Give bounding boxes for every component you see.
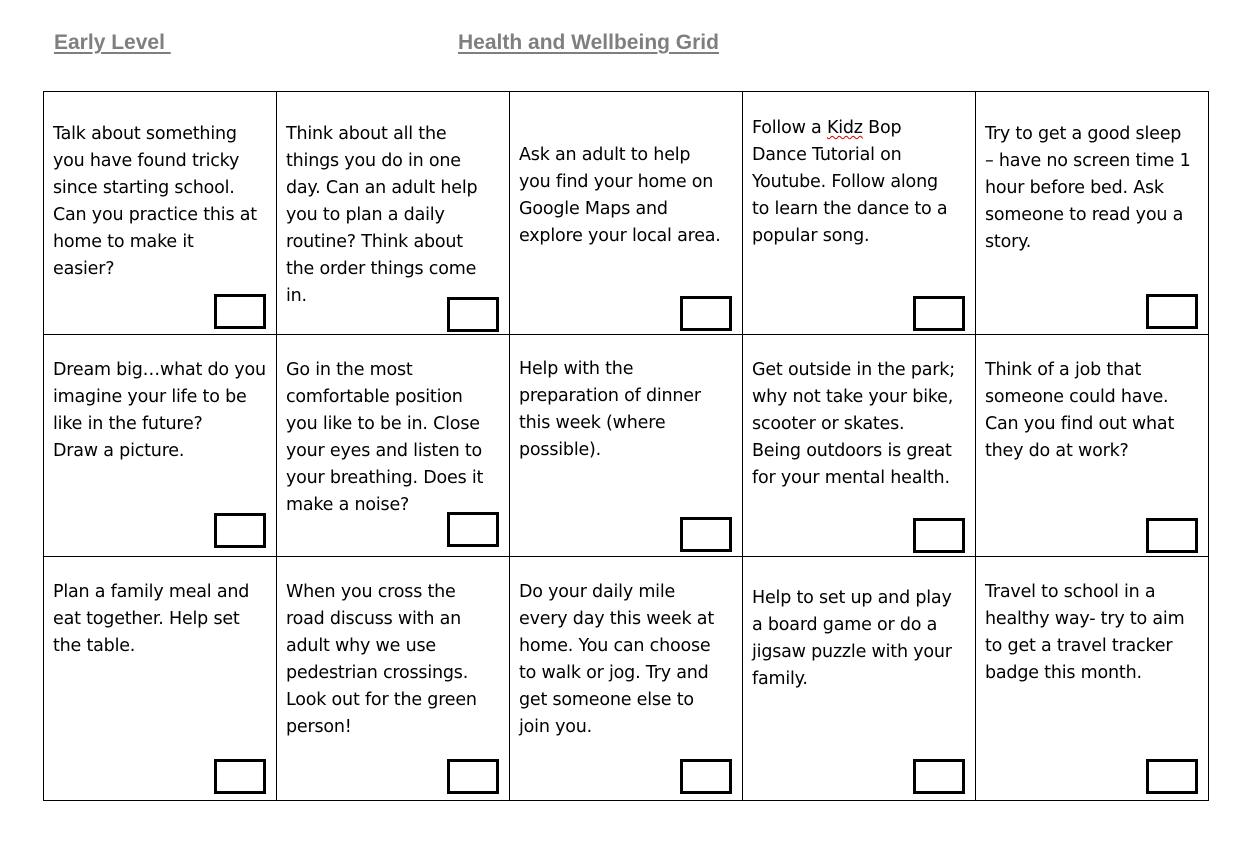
activity-text: Help with the preparation of dinner this week (where possible). [519, 359, 701, 460]
activity-text: Think about all the things you do in one day. Can an adult help you to plan a daily routine? Think about the order things come in. [286, 124, 478, 306]
tick-box[interactable] [913, 759, 965, 794]
tick-box[interactable] [680, 759, 732, 794]
activity-text: Help to set up and play a board game or do a jigsaw puzzle with your family. [752, 588, 952, 689]
grid-cell [743, 92, 976, 335]
activity-text: Go in the most comfortable position you like to be in. Close your eyes and listen to your breathing. Does it make a noise? [286, 360, 484, 515]
activity-text: Think of a job that someone could have. Can you find out what they do at work? [985, 360, 1175, 461]
tick-box[interactable] [447, 297, 499, 332]
activity-text: Plan a family meal and eat together. Help set the table. [53, 582, 250, 656]
grid-cell [510, 335, 743, 557]
tick-box[interactable] [214, 513, 266, 548]
spellcheck-marked-word: Kidz [826, 118, 863, 138]
activity-text: Do your daily mile every day this week at home. You can choose to walk or jog. Try and get someone else to join you. [519, 582, 714, 737]
grid-cell [743, 335, 976, 557]
activity-text: Follow a Kidz Bop Dance Tutorial on Youtube. Follow along to learn the dance to a popular song. [752, 118, 948, 246]
activity-text: Dream big…what do you imagine your life to be like in the future? Draw a picture. [53, 360, 266, 461]
grid-cell [510, 92, 743, 335]
activity-text: Get outside in the park; why not take your bike, scooter or skates. Being outdoors is great for your mental health. [752, 360, 955, 488]
grid-cell [277, 557, 510, 801]
tick-box[interactable] [447, 759, 499, 794]
tick-box[interactable] [913, 518, 965, 553]
tick-box[interactable] [1146, 294, 1198, 329]
grid-cell [976, 92, 1209, 335]
tick-box[interactable] [214, 759, 266, 794]
tick-box[interactable] [913, 296, 965, 331]
activity-text: Ask an adult to help you find your home on Google Maps and explore your local area. [519, 145, 721, 246]
activity-text: Talk about something you have found tricky since starting school. Can you practice this at home to make it easier? [53, 124, 257, 279]
tick-box[interactable] [214, 294, 266, 329]
grid-cell [976, 557, 1209, 801]
tick-box[interactable] [680, 296, 732, 331]
activity-text: When you cross the road discuss with an adult why we use pedestrian crossings. Look out for the green person! [286, 582, 477, 737]
grid-cell [277, 92, 510, 335]
tick-box[interactable] [680, 517, 732, 552]
grid-cell [44, 557, 277, 801]
tick-box[interactable] [1146, 759, 1198, 794]
activity-text: Try to get a good sleep – have no screen time 1 hour before bed. Ask someone to read you a story. [985, 124, 1191, 252]
grid-row [44, 92, 1209, 335]
grid-row [44, 557, 1209, 801]
grid-cell [44, 335, 277, 557]
activity-grid [43, 91, 1209, 801]
page-title: Health and Wellbeing Grid [458, 31, 719, 54]
level-heading: Early Level [54, 31, 171, 54]
tick-box[interactable] [447, 512, 499, 547]
activity-text: Travel to school in a healthy way- try to aim to get a travel tracker badge this month. [985, 582, 1185, 683]
grid-cell [510, 557, 743, 801]
grid-cell [277, 335, 510, 557]
grid-cell [976, 335, 1209, 557]
grid-cell [44, 92, 277, 335]
tick-box[interactable] [1146, 518, 1198, 553]
grid-cell [743, 557, 976, 801]
grid-row [44, 335, 1209, 557]
